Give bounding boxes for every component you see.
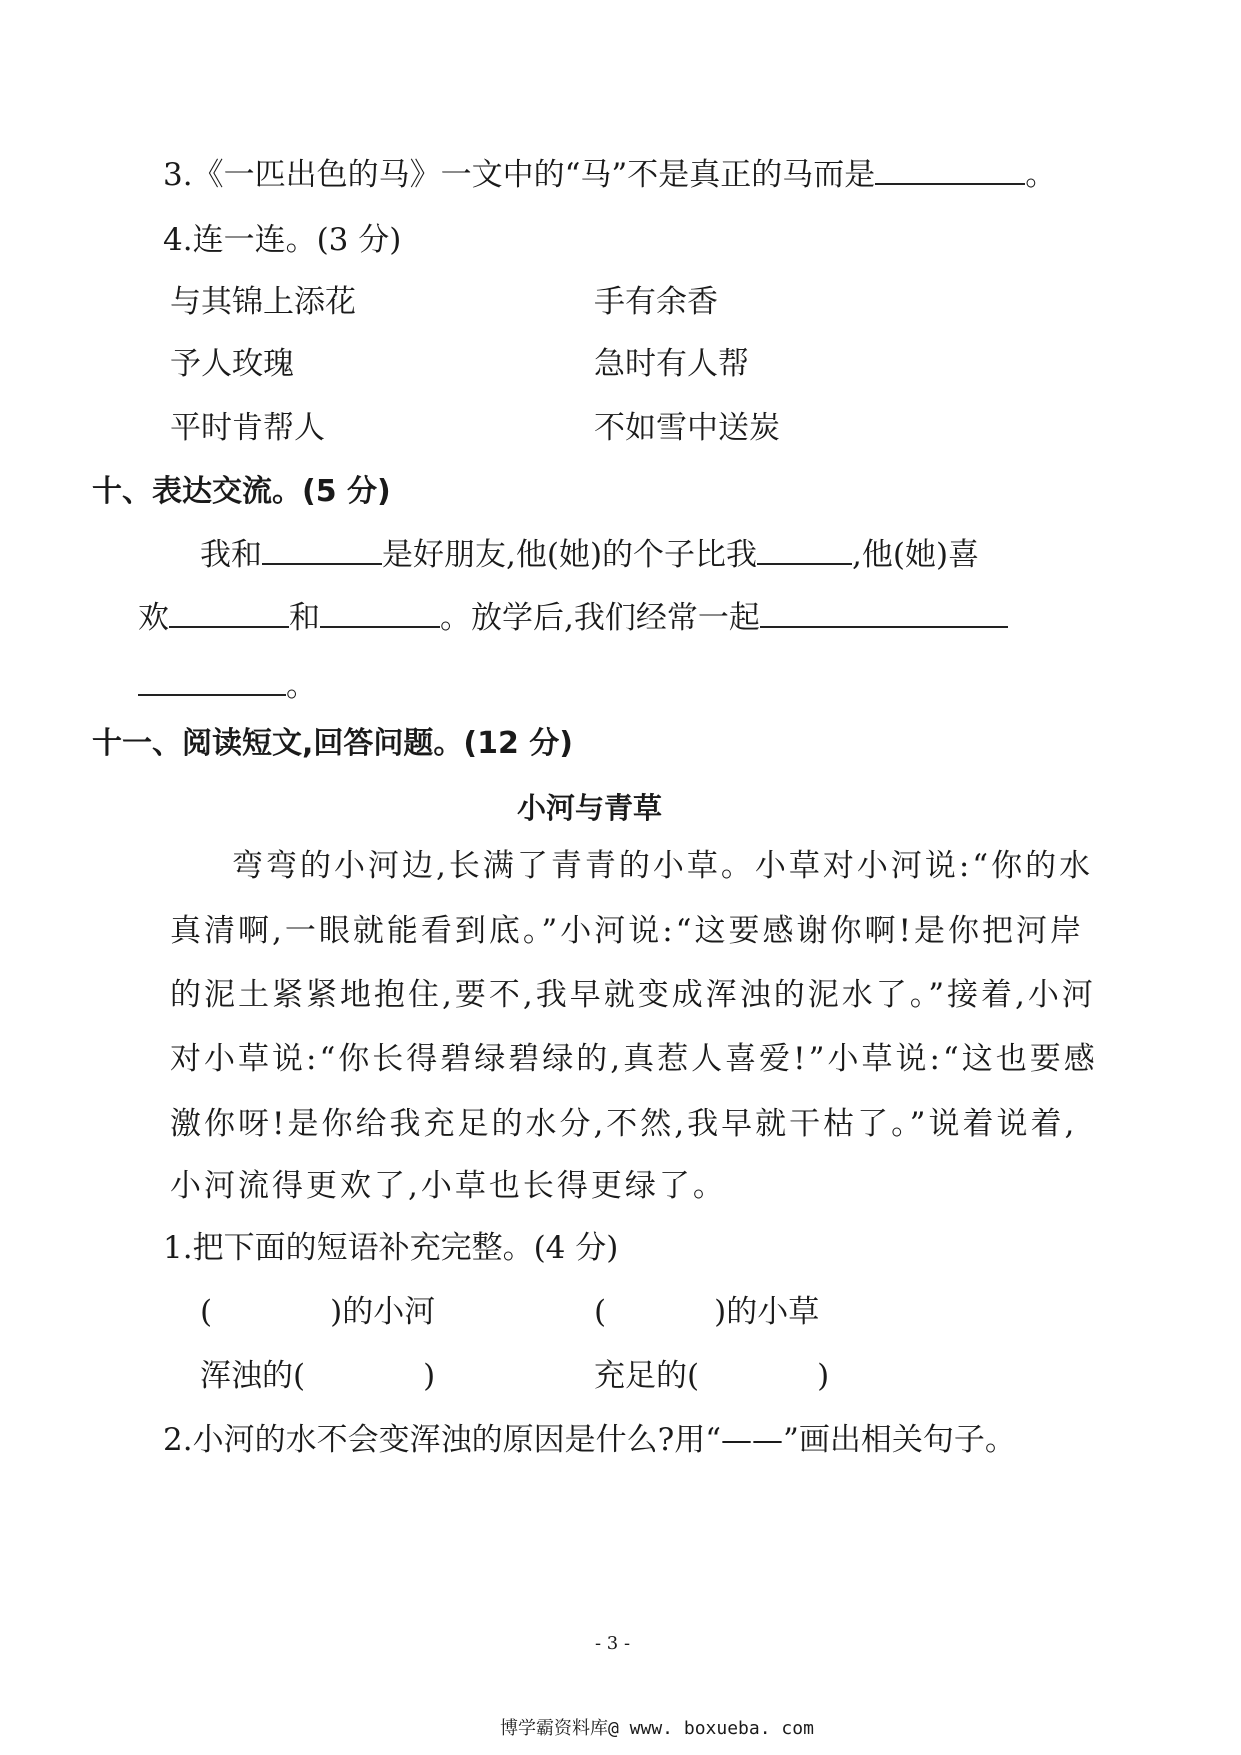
text-segment: 是好朋友,他(她)的个子比我 [382,537,758,573]
section-11-heading: 十一、阅读短文,回答问题。(12 分) [92,726,574,761]
phrase-fill-4[interactable] [594,1356,829,1396]
answer-blank[interactable] [138,666,286,696]
phrase-fill-1[interactable] [200,1292,435,1332]
text-segment: 欢 [138,600,169,636]
passage-line: 对小草说:“你长得碧绿碧绿的,真惹人喜爱!”小草说:“这也要感 [170,1041,1098,1077]
close-paren: ) [423,1358,436,1394]
answer-blank[interactable] [760,598,1008,628]
reading-question-2: 2.小河的水不会变浑浊的原因是什么?用“——”画出相关句子。 [163,1422,1016,1458]
phrase-text: )的小河 [330,1294,436,1330]
page-number: - 3 - [595,1633,631,1654]
section-10-line-1 [200,535,979,575]
question-3-end: 。 [1025,157,1057,193]
passage-line: 弯弯的小河边,长满了青青的小草。小草对小河说:“你的水 [232,848,1094,884]
match-right-3[interactable]: 不如雪中送炭 [594,410,780,446]
question-3-text: 3.《一匹出色的马》一文中的“马”不是真正的马而是 [163,157,876,193]
section-10-line-3 [138,666,317,706]
match-right-1[interactable]: 手有余香 [594,284,718,320]
answer-blank[interactable] [320,598,440,628]
passage-title: 小河与青草 [517,791,663,825]
match-right-2[interactable]: 急时有人帮 [594,346,749,382]
passage-line: 激你呀!是你给我充足的水分,不然,我早就干枯了。”说着说着, [170,1106,1078,1142]
answer-blank[interactable] [757,535,852,565]
match-left-1[interactable]: 与其锦上添花 [170,284,356,320]
text-segment: ,他(她)喜 [852,537,980,573]
text-segment: 和 [289,600,320,636]
passage-line: 的泥土紧紧地抱住,要不,我早就变成浑浊的泥水了。”接着,小河 [170,977,1096,1013]
section-10-line-2 [138,598,1008,638]
text-segment: 。 [286,668,317,704]
close-paren: ) [817,1358,830,1394]
phrase-text: 浑浊的( [200,1358,306,1394]
reading-question-1-heading: 1.把下面的短语补充完整。(4 分) [163,1230,619,1266]
question-4-heading: 4.连一连。(3 分) [163,222,402,258]
match-left-2[interactable]: 予人玫瑰 [170,346,294,382]
answer-blank[interactable] [169,598,289,628]
question-3 [163,155,1056,195]
text-segment: 我和 [200,537,262,573]
passage-line: 真清啊,一眼就能看到底。”小河说:“这要感谢你啊!是你把河岸 [170,913,1084,949]
section-10-heading: 十、表达交流。(5 分) [92,474,391,509]
phrase-text: 充足的( [594,1358,700,1394]
open-paren: ( [594,1294,607,1330]
text-segment: 。放学后,我们经常一起 [440,600,760,636]
phrase-fill-2[interactable] [594,1292,819,1332]
answer-blank[interactable] [875,155,1025,185]
phrase-fill-3[interactable] [200,1356,435,1396]
footer-watermark: 博学霸资料库@ www. boxueba. com [500,1718,814,1739]
match-left-3[interactable]: 平时肯帮人 [170,410,325,446]
open-paren: ( [200,1294,213,1330]
answer-blank[interactable] [262,535,382,565]
passage-line: 小河流得更欢了,小草也长得更绿了。 [170,1168,727,1204]
phrase-text: )的小草 [714,1294,820,1330]
